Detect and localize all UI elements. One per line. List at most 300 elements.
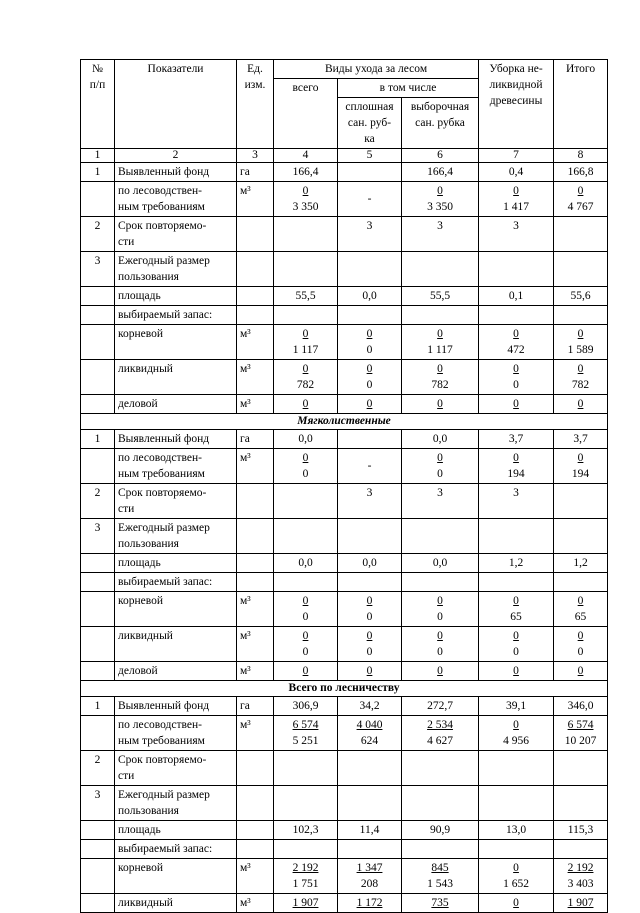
header-num: № п/п: [81, 60, 115, 149]
row-label: выбираемый запас:: [115, 840, 237, 859]
header-unit: Ед. изм.: [237, 60, 274, 149]
row-unit: м³: [237, 662, 274, 681]
table-row: [81, 592, 608, 627]
value-cell: [554, 751, 608, 786]
value-cell: 3: [338, 217, 402, 252]
table-row: [81, 182, 608, 217]
row-unit: [237, 821, 274, 840]
value-cell: [274, 716, 338, 751]
row-number: [81, 859, 115, 894]
value-numerator: 0: [366, 665, 373, 677]
value-cell: [402, 573, 479, 592]
value-cell: [338, 360, 402, 395]
table-row: [81, 859, 608, 894]
row-label: Ежегодный размер пользования: [115, 252, 237, 287]
value-numerator: 0: [513, 452, 519, 464]
row-label: корневой: [115, 859, 237, 894]
value-denominator: 0: [437, 611, 443, 623]
value-numerator: 0: [302, 185, 309, 197]
value-cell: [402, 627, 479, 662]
table-row: [81, 894, 608, 913]
table-row: [81, 716, 608, 751]
row-unit: [237, 217, 274, 252]
value-numerator: 2 534: [427, 719, 453, 731]
row-label: Срок повторяемо- сти: [115, 751, 237, 786]
value-cell: [274, 573, 338, 592]
row-unit: га: [237, 163, 274, 182]
row-unit: га: [237, 697, 274, 716]
value-cell: [338, 859, 402, 894]
value-cell: [338, 573, 402, 592]
value-denominator: 0: [577, 646, 584, 658]
row-number: 2: [81, 751, 115, 786]
value-numerator: 4 040: [356, 719, 383, 731]
row-number: [81, 182, 115, 217]
table-row: [81, 430, 608, 449]
value-numerator: 0: [366, 630, 373, 642]
row-number: [81, 592, 115, 627]
row-number: 1: [81, 430, 115, 449]
value-numerator: 0: [577, 630, 584, 642]
value-cell: [274, 395, 338, 414]
value-cell: [338, 163, 402, 182]
value-denominator: 5 251: [292, 735, 319, 747]
table-row: [81, 662, 608, 681]
value-cell: [402, 662, 479, 681]
value-numerator: 0: [302, 398, 309, 410]
row-number: 2: [81, 484, 115, 519]
value-cell: [402, 859, 479, 894]
value-cell: [479, 840, 554, 859]
column-number: 1: [81, 149, 115, 163]
table-row: [81, 573, 608, 592]
row-unit: га: [237, 430, 274, 449]
row-unit: [237, 786, 274, 821]
value-numerator: 0: [513, 719, 519, 731]
row-number: [81, 627, 115, 662]
value-numerator: 0: [513, 363, 519, 375]
value-cell: 3,7: [479, 430, 554, 449]
table-row: [81, 163, 608, 182]
value-denominator: 0: [366, 646, 373, 658]
row-number: 1: [81, 163, 115, 182]
value-cell: [274, 484, 338, 519]
row-label: Выявленный фонд: [115, 430, 237, 449]
value-numerator: 845: [431, 862, 449, 874]
row-label: площадь: [115, 554, 237, 573]
value-denominator: 0: [437, 468, 443, 480]
row-label: Срок повторяемо- сти: [115, 217, 237, 252]
header-total-care: всего: [274, 79, 338, 149]
row-label: Выявленный фонд: [115, 697, 237, 716]
value-cell: [554, 182, 608, 217]
value-numerator: 0: [513, 630, 519, 642]
value-cell: [274, 662, 338, 681]
value-cell: [554, 519, 608, 554]
row-unit: м³: [237, 449, 274, 484]
column-number: 7: [479, 149, 554, 163]
row-label: по лесоводствен- ным требованиям: [115, 716, 237, 751]
value-cell: [338, 894, 402, 913]
value-numerator: 0: [366, 363, 373, 375]
value-numerator: 0: [577, 328, 584, 340]
value-cell: [274, 182, 338, 217]
value-cell: [402, 840, 479, 859]
value-denominator: 1 117: [427, 344, 453, 356]
value-cell: [479, 573, 554, 592]
value-cell: [479, 182, 554, 217]
value-numerator: 1 347: [356, 862, 383, 874]
value-cell: [338, 252, 402, 287]
value-cell: [554, 662, 608, 681]
value-denominator: 3 350: [292, 201, 319, 213]
value-cell: [554, 360, 608, 395]
column-number: 8: [554, 149, 608, 163]
value-numerator: 0: [437, 398, 443, 410]
row-number: 3: [81, 519, 115, 554]
value-cell: [554, 840, 608, 859]
value-numerator: 0: [577, 595, 584, 607]
section-title-row: [81, 414, 608, 430]
value-cell: [338, 430, 402, 449]
header-row: [81, 60, 608, 79]
value-cell: 90,9: [402, 821, 479, 840]
value-numerator: 0: [437, 452, 443, 464]
value-cell: [554, 449, 608, 484]
value-cell: [338, 306, 402, 325]
row-label: корневой: [115, 592, 237, 627]
row-unit: [237, 519, 274, 554]
value-denominator: 782: [571, 379, 590, 391]
value-cell: 55,6: [554, 287, 608, 306]
value-cell: [402, 360, 479, 395]
value-cell: 0,0: [274, 554, 338, 573]
row-number: [81, 894, 115, 913]
value-cell: [402, 716, 479, 751]
value-denominator: 782: [431, 379, 449, 391]
value-cell: [554, 592, 608, 627]
value-numerator: 0: [302, 363, 309, 375]
value-numerator: 0: [302, 328, 309, 340]
row-label: деловой: [115, 662, 237, 681]
value-denominator: 10 207: [564, 735, 597, 747]
table-row: [81, 449, 608, 484]
value-cell: 102,3: [274, 821, 338, 840]
value-numerator: 0: [577, 452, 584, 464]
value-cell: [274, 840, 338, 859]
value-cell: 3,7: [554, 430, 608, 449]
value-denominator: 4 767: [567, 201, 594, 213]
row-label: выбираемый запас:: [115, 573, 237, 592]
value-cell: [338, 751, 402, 786]
row-unit: м³: [237, 859, 274, 894]
value-cell: [274, 751, 338, 786]
value-cell: [338, 786, 402, 821]
value-cell: [554, 325, 608, 360]
value-numerator: 0: [513, 185, 519, 197]
row-label: площадь: [115, 287, 237, 306]
row-label: ликвидный: [115, 627, 237, 662]
value-numerator: 1 907: [292, 897, 319, 909]
value-numerator: 0: [513, 665, 519, 677]
row-unit: м³: [237, 395, 274, 414]
value-denominator: 1 543: [427, 878, 453, 890]
value-cell: [274, 449, 338, 484]
value-cell: [402, 395, 479, 414]
value-numerator: 0: [437, 328, 443, 340]
value-cell: 11,4: [338, 821, 402, 840]
table-row: [81, 786, 608, 821]
value-cell: [338, 395, 402, 414]
value-denominator: 0: [366, 611, 373, 623]
value-cell: [554, 627, 608, 662]
value-numerator: 0: [577, 398, 584, 410]
value-cell: [479, 360, 554, 395]
row-label: по лесоводствен- ным требованиям: [115, 449, 237, 484]
value-numerator: 0: [302, 595, 309, 607]
value-denominator: 208: [360, 878, 379, 890]
value-numerator: 2 192: [292, 862, 319, 874]
value-cell: 0,0: [402, 430, 479, 449]
value-cell: 1,2: [479, 554, 554, 573]
table-row: [81, 484, 608, 519]
table-row: [81, 217, 608, 252]
row-number: 3: [81, 252, 115, 287]
value-cell: [338, 627, 402, 662]
value-cell: [338, 716, 402, 751]
column-number: 5: [338, 149, 402, 163]
value-numerator: 0: [513, 595, 519, 607]
value-cell: [338, 449, 402, 484]
section-title: Мягколиственные: [81, 414, 608, 430]
value-cell: 3: [479, 484, 554, 519]
row-number: [81, 554, 115, 573]
value-numerator: 6 574: [292, 719, 319, 731]
value-denominator: 0: [437, 646, 443, 658]
value-cell: 55,5: [402, 287, 479, 306]
column-number: 4: [274, 149, 338, 163]
column-number-row: [81, 149, 608, 163]
table-row: [81, 306, 608, 325]
value-cell: 0,0: [338, 287, 402, 306]
value-cell: [338, 325, 402, 360]
value-denominator: 0: [302, 611, 309, 623]
value-numerator: 2 192: [567, 862, 594, 874]
row-unit: м³: [237, 627, 274, 662]
value-denominator: 0: [302, 646, 309, 658]
value-denominator: 0: [366, 379, 373, 391]
value-cell: 346,0: [554, 697, 608, 716]
value-cell: [554, 252, 608, 287]
value-cell: [402, 592, 479, 627]
row-number: [81, 325, 115, 360]
value-denominator: 1 117: [292, 344, 319, 356]
value-cell: 0,4: [479, 163, 554, 182]
row-unit: [237, 306, 274, 325]
value-cell: [479, 627, 554, 662]
row-label: Ежегодный размер пользования: [115, 786, 237, 821]
value-denominator: 0: [302, 468, 309, 480]
value-numerator: 0: [437, 185, 443, 197]
value-cell: [274, 786, 338, 821]
value-cell: [554, 306, 608, 325]
row-label: ликвидный: [115, 894, 237, 913]
column-number: 6: [402, 149, 479, 163]
row-unit: [237, 554, 274, 573]
value-cell: 0,0: [338, 554, 402, 573]
row-number: [81, 821, 115, 840]
table-row: [81, 325, 608, 360]
row-unit: [237, 484, 274, 519]
value-cell: 306,9: [274, 697, 338, 716]
value-cell: [402, 894, 479, 913]
value-cell: [402, 252, 479, 287]
value-cell: [402, 449, 479, 484]
value-cell: [274, 859, 338, 894]
forest-care-table: [80, 59, 608, 913]
value-denominator: 1 751: [292, 878, 319, 890]
row-number: [81, 573, 115, 592]
value-denominator: 624: [360, 735, 379, 747]
value-denominator: 0: [366, 344, 373, 356]
value-cell: 3: [479, 217, 554, 252]
table-row: [81, 395, 608, 414]
row-label: ликвидный: [115, 360, 237, 395]
value-cell: 115,3: [554, 821, 608, 840]
value-numerator: 6 574: [567, 719, 594, 731]
row-unit: [237, 751, 274, 786]
row-unit: [237, 840, 274, 859]
value-cell: 3: [402, 484, 479, 519]
value-numerator: 0: [437, 363, 443, 375]
value-denominator: 4 627: [427, 735, 453, 747]
header-selective-cut: выборочная сан. рубка: [402, 98, 479, 149]
value-cell: 3: [402, 217, 479, 252]
header-care-types: Виды ухода за лесом: [274, 60, 479, 79]
value-cell: [274, 252, 338, 287]
value-cell: [479, 786, 554, 821]
row-unit: [237, 252, 274, 287]
header-total: Итого: [554, 60, 608, 149]
row-label: деловой: [115, 395, 237, 414]
value-numerator: 1 172: [356, 897, 383, 909]
row-label: площадь: [115, 821, 237, 840]
table-row: [81, 252, 608, 287]
value-cell: [479, 662, 554, 681]
table-row: [81, 627, 608, 662]
value-cell: [479, 252, 554, 287]
row-unit: м³: [237, 716, 274, 751]
row-label: Выявленный фонд: [115, 163, 237, 182]
value-cell: [402, 519, 479, 554]
value-numerator: 0: [437, 630, 443, 642]
value-cell: [554, 573, 608, 592]
row-number: [81, 395, 115, 414]
value-cell: [554, 894, 608, 913]
row-number: [81, 287, 115, 306]
value-cell: [274, 325, 338, 360]
value-cell: [554, 859, 608, 894]
value-cell: [338, 182, 402, 217]
value-cell: [274, 592, 338, 627]
value-cell: [402, 182, 479, 217]
section-title: Всего по лесничеству: [81, 681, 608, 697]
value-numerator: 0: [513, 862, 519, 874]
value-cell: [274, 519, 338, 554]
value-cell: [479, 449, 554, 484]
value-cell: [274, 306, 338, 325]
value-denominator: 194: [571, 468, 590, 480]
value-numerator: 0: [302, 630, 309, 642]
value-numerator: 0: [366, 595, 373, 607]
value-numerator: 0: [437, 595, 443, 607]
value-cell: [338, 662, 402, 681]
row-number: 1: [81, 697, 115, 716]
value-cell: 55,5: [274, 287, 338, 306]
value-numerator: 0: [366, 398, 373, 410]
table-row: [81, 287, 608, 306]
value-cell: [479, 306, 554, 325]
value-cell: [479, 592, 554, 627]
value-numerator: 0: [437, 665, 443, 677]
value-cell: 0,1: [479, 287, 554, 306]
value-cell: 34,2: [338, 697, 402, 716]
row-label: по лесоводствен- ным требованиям: [115, 182, 237, 217]
value-cell: [554, 217, 608, 252]
value-denominator: 65: [574, 611, 587, 623]
value-cell: [402, 786, 479, 821]
value-denominator: 1 589: [567, 344, 594, 356]
value-cell: [479, 395, 554, 414]
dash-value: -: [367, 193, 372, 205]
table-row: [81, 840, 608, 859]
row-number: 2: [81, 217, 115, 252]
column-number: 2: [115, 149, 237, 163]
row-number: [81, 840, 115, 859]
value-cell: [479, 894, 554, 913]
value-cell: 0,0: [402, 554, 479, 573]
value-cell: 272,7: [402, 697, 479, 716]
value-cell: [479, 859, 554, 894]
value-cell: [402, 325, 479, 360]
value-cell: 166,8: [554, 163, 608, 182]
value-denominator: 194: [507, 468, 525, 480]
section-title-row: [81, 681, 608, 697]
row-number: [81, 716, 115, 751]
value-cell: [338, 592, 402, 627]
value-denominator: 65: [510, 611, 522, 623]
table-row: [81, 697, 608, 716]
value-numerator: 0: [513, 398, 519, 410]
value-cell: [554, 786, 608, 821]
row-label: Срок повторяемо- сти: [115, 484, 237, 519]
header-illiquid: Уборка не- ликвидной древесины: [479, 60, 554, 149]
row-number: [81, 360, 115, 395]
value-cell: [479, 751, 554, 786]
value-numerator: 0: [577, 665, 584, 677]
value-cell: 1,2: [554, 554, 608, 573]
table-row: [81, 821, 608, 840]
value-cell: [479, 325, 554, 360]
dash-value: -: [367, 460, 372, 472]
value-numerator: 1 907: [567, 897, 594, 909]
row-unit: [237, 573, 274, 592]
value-cell: 166,4: [274, 163, 338, 182]
row-number: [81, 306, 115, 325]
value-cell: [479, 716, 554, 751]
value-cell: [479, 519, 554, 554]
column-number: 3: [237, 149, 274, 163]
